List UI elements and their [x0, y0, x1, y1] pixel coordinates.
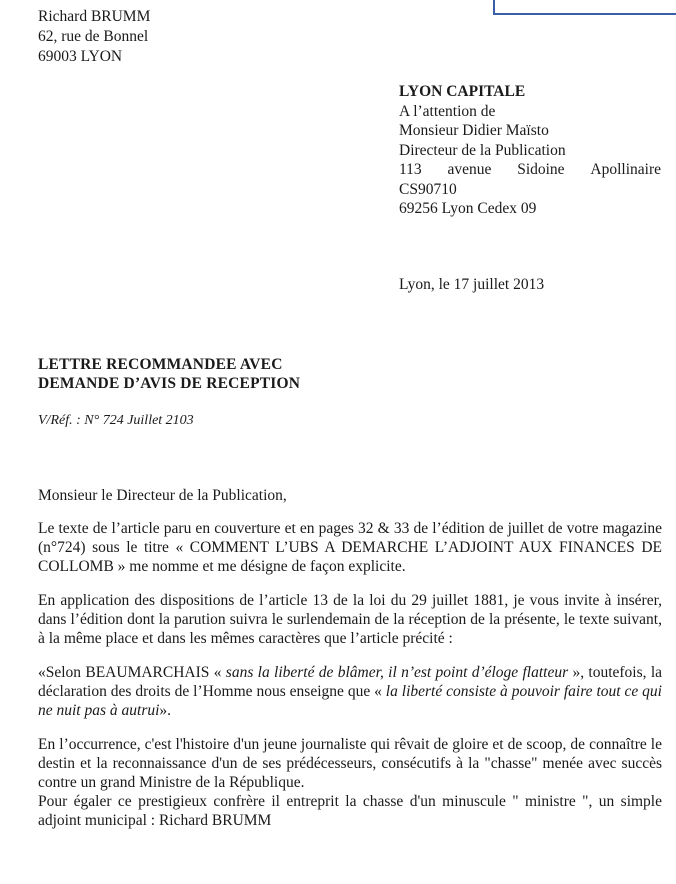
recipient-city: 69256 Lyon Cedex 09 — [399, 200, 537, 217]
recipient-cs: CS90710 — [399, 180, 457, 198]
paragraph-1: Le texte de l’article paru en couverture et en pages 32 & 33 de l’édition de juillet de votre magazine (n°724) sous le titre « COMMENT L’UBS A DEMARCHE L’ADJOINT AUX FINANCES DE COLLOMB » me nomme et me désigne de façon explicite. — [38, 520, 662, 575]
letter-body — [38, 486, 662, 830]
recipient-street-number: 113 — [399, 161, 422, 178]
recipient-street-avenue: avenue — [447, 161, 492, 178]
paragraph-2: En application des dispositions de l’article 13 de la loi du 29 juillet 1881, je vous invite à insérer, dans l’édition dont la parution suivra le surlendemain de la réception de la présente, le texte suivant, à la même place et dans les mêmes caractères que l’article précité : — [38, 592, 662, 647]
paragraph-3-intro: «Selon BEAUMARCHAIS « — [38, 664, 226, 681]
paragraph-4: En l’occurrence, c'est l'histoire d'un jeune journaliste qui rêvait de gloire et de scoop, de connaître le destin et la reconnaissance d'un de ses prédécesseurs, consécutifs à la "chasse" menée avec succès contre un grand Ministre de la République. — [38, 736, 662, 791]
recipient-address — [399, 82, 661, 219]
paragraph-3-end: ». — [159, 702, 172, 719]
recipient-role: Directeur de la Publication — [399, 141, 566, 159]
sender-city: 69003 LYON — [38, 48, 123, 65]
sender-street: 62, rue de Bonnel — [38, 28, 149, 45]
recipient-attention: A l’attention de — [399, 102, 496, 120]
recipient-street-end: Apollinaire — [590, 161, 661, 178]
human-rights-quote: la liberté consiste à pouvoir faire tout ce qui ne nuit pas à autrui — [38, 683, 662, 719]
beaumarchais-quote: sans la liberté de blâmer, il n’est point d’éloge flatteur — [225, 664, 569, 681]
recipient-person: Monsieur Didier Maïsto — [399, 122, 549, 139]
letter-date: Lyon, le 17 juillet 2013 — [399, 276, 545, 293]
paragraph-3-middle: », toutefois, la déclaration des droits de l’Homme nous enseigne que « — [38, 664, 663, 700]
subject-line-2: DEMANDE D’AVIS DE RECEPTION — [38, 375, 301, 392]
letter-reference: V/Réf. : N° 724 Juillet 2103 — [38, 413, 194, 428]
paragraph-3 — [38, 663, 662, 720]
subject-line-1: LETTRE RECOMMANDEE AVEC — [38, 356, 283, 373]
recipient-street — [399, 160, 661, 180]
recipient-street-name: Sidoine — [517, 161, 565, 178]
paragraph-5: Pour égaler ce prestigieux confrère il entreprit la chasse d'un minuscule " ministre ", un simple adjoint municipal : Richard BRUMM — [38, 793, 662, 829]
sender-address — [38, 7, 150, 67]
letter-subject — [38, 355, 300, 393]
recipient-company: LYON CAPITALE — [399, 83, 526, 100]
corner-frame-mark — [493, 0, 676, 15]
sender-name: Richard BRUMM — [38, 8, 151, 25]
letter-salutation: Monsieur le Directeur de la Publication, — [38, 487, 287, 504]
